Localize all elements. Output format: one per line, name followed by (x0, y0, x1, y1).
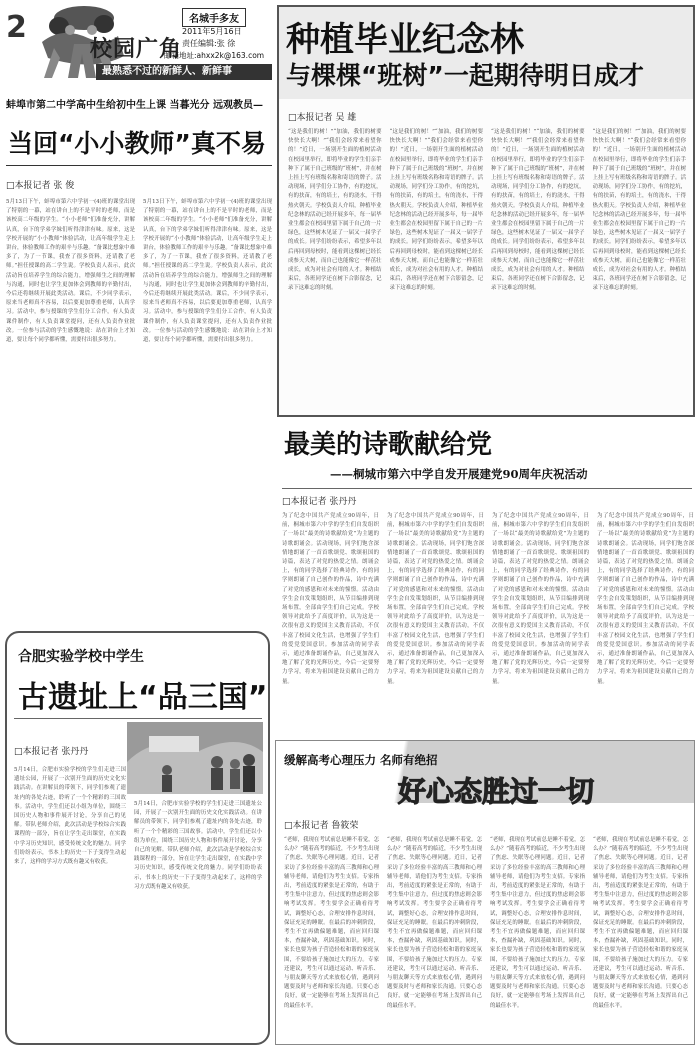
story-trees-headline-1: 种植毕业纪念林 (286, 20, 524, 60)
body-column: “老师，我现在考试前总是睡不着觉，怎么办？”随着高考的临近，不少考生出现了焦虑、失眠等心理问题。近日，记者采访了多位经验丰富的高三教师和心理辅导老师，请他们为考生支招。专家指出，考前适度的紧张是正常的，有助于考生集中注意力，但过度的焦虑则会影响考试发挥。考生要学会正确看待考试，调整好心态，合理安排作息时间，保证充足的睡眠。在最后的冲刺阶段，考生不宜再做偏题难题，而应回归课本，查漏补缺，巩固基础知识。同时，家长也要为孩子营造轻松和谐的家庭氛围，不要给孩子施加过大的压力。专家还建议，考生可以通过运动、听音乐、与朋友聊天等方式来放松心情，遇到问题要及时与老师和家长沟通。只要心态良好，就一定能够在考场上发挥出自己的最佳水平。 (490, 837, 585, 1009)
slogan-banner: 最熟悉不过的新鲜人、新鲜事 (96, 64, 272, 80)
issue-date: 2011年5月16日 (182, 27, 242, 36)
section-title: 校园广角 (90, 37, 183, 62)
headline-rule (6, 165, 272, 166)
poem-rule (282, 488, 692, 489)
story-relics-kicker: 合肥实验学校中学生 (18, 649, 144, 665)
body-column: 5月14日，合肥市实验学校的学生们走进三国遗址公园，开展了一次别开生面的历史文化实践活动。在讲解员的带领下，同学们参观了遗址内的各处古迹，聆听了一个个精彩的三国故事。活动中，学生们还以小组为单位，围绕三国历史人物和事件展开讨论，分享自己的见解。带队老师介绍，此次活动是学校综合实践课程的一部分，旨在让学生走出课堂，在实践中学习历史知识，感受传统文化的魅力。同学们纷纷表示，书本上的历史一下子变得生动起来了，这样的学习方式既有趣又有收获。 (14, 767, 126, 866)
story-exam-body (284, 836, 688, 1040)
story-teacher-kicker: 蚌埠市第二中学高中生给初中生上课 当暮光分 远观教员— (6, 100, 263, 111)
body-column: “这是我们的树！”“加油，我们的树要快快长大啊！”“我们会经常来看望你的！”近日，一场别开生面的植树活动在校园里举行，即将毕业的学生们亲手种下了属于自己班级的“班树”，并在树上挂上写有班级名称和寄语的牌子。活动现场，同学们分工协作，有的挖坑，有的扶苗，有的培土，有的浇水，干得热火朝天。学校负责人介绍，种植毕业纪念林的活动已经开展多年，每一届毕业生都会在校园里留下属于自己的一片绿色，这些树木见证了一届又一届学子的成长。同学们纷纷表示，希望多年以后再回到母校时，能看到这棵树已经长成参天大树，而自己也能像它一样茁壮成长，成为对社会有用的人才。种植结束后，各班同学还在树下合影留念，记录下这难忘的时刻。 (491, 129, 585, 292)
body-column: 5月14日，合肥市实验学校的学生们走进三国遗址公园，开展了一次别开生面的历史文化实践活动。在讲解员的带领下，同学们参观了遗址内的各处古迹，聆听了一个个精彩的三国故事。活动中，学生们还以小组为单位，围绕三国历史人物和事件展开讨论，分享自己的见解。带队老师介绍，此次活动是学校综合实践课程的一部分，旨在让学生走出课堂，在实践中学习历史知识，感受传统文化的魅力。同学们纷纷表示，书本上的历史一下子变得生动起来了，这样的学习方式既有趣又有收获。 (134, 801, 262, 890)
body-column: “这是我们的树！”“加油，我们的树要快快长大啊！”“我们会经常来看望你的！”近日，一场别开生面的植树活动在校园里举行，即将毕业的学生们亲手种下了属于自己班级的“班树”，并在树上挂上写有班级名称和寄语的牌子。活动现场，同学们分工协作，有的挖坑，有的扶苗，有的培土，有的浇水，干得热火朝天。学校负责人介绍，种植毕业纪念林的活动已经开展多年，每一届毕业生都会在校园里留下属于自己的一片绿色，这些树木见证了一届又一届学子的成长。同学们纷纷表示，希望多年以后再回到母校时，能看到这棵树已经长成参天大树，而自己也能像它一样茁壮成长，成为对社会有用的人才。种植结束后，各班同学还在树下合影留念，记录下这难忘的时刻。 (592, 129, 686, 292)
relics-photo (127, 722, 263, 794)
body-column: 5月13日下午，蚌埠市第六中学初一(4)班的课堂出现了特别的一幕，站在讲台上的不是平时的老师，而是该校高二年级的学生。“小小老师”们准备充分，讲解认真，台下的学弟学妹们听得津津有味。原来，这是学校开展的“小小教师”体验活动，让高年级学生走上讲台，体验教师工作的艰辛与乐趣。“备课比想象中难多了，为了一节课，我查了很多资料，还请教了老师。”担任授课的高二学生说。学校负责人表示，此次活动旨在培养学生的综合能力，增强师生之间的理解与沟通，同时也让学生更加体会到教师的辛勤付出，今后还将继续开展此类活动。课后，不少同学表示，原来当老师真不容易，以后要更加尊重老师，认真学习。活动中，参与授课的学生们分工合作，有人负责课件制作，有人负责课堂提问，还有人负责作业批改。一位参与活动的学生感慨地说：站在讲台上才知道，要让每个同学都听懂，需要付出很多努力。 (143, 199, 272, 344)
story-relics-body (14, 766, 126, 1034)
story-trees-headline-2: 与棵棵“班树”一起期待明日成才 (286, 61, 644, 90)
story-exam-headline: 好心态胜过一切 (398, 775, 595, 808)
story-teacher-byline: □本报记者 张 俊 (6, 181, 75, 191)
stamp-label: 名城手多友 (182, 8, 246, 27)
story-relics-headline: 古遗址上“品三国” (18, 680, 268, 715)
body-column: 为了纪念中国共产党成立90周年，日前，桐城市第六中学的学生们自发组织了一场以“最美的诗歌献给党”为主题的诗歌朗诵会。活动现场，同学们饱含深情地朗诵了一首首歌颂党、歌颂祖国的诗篇，表达了对党的热爱之情。朗诵会上，有的同学选择了经典诗作，有的同学则朗诵了自己创作的作品，诗中充满了对党的感恩和对未来的憧憬。活动由学生会自发策划组织，从节目编排到现场布置，全部由学生们自己完成。学校领导对此给予了高度评价，认为这是一次很有意义的爱国主义教育活动，不仅丰富了校园文化生活，也增强了学生们的爱党爱国意识。参加活动的同学表示，通过准备朗诵作品，自己更加深入地了解了党的光辉历史，今后一定要努力学习，将来为祖国建设贡献自己的力量。 (387, 513, 484, 685)
story-poem-byline: □本报记者 张丹丹 (282, 497, 357, 507)
editor-line: 责任编辑:张 徐 (182, 39, 236, 48)
body-column: “这是我们的树！”“加油，我们的树要快快长大啊！”“我们会经常来看望你的！”近日，一场别开生面的植树活动在校园里举行，即将毕业的学生们亲手种下了属于自己班级的“班树”，并在树上挂上写有班级名称和寄语的牌子。活动现场，同学们分工协作，有的挖坑，有的扶苗，有的培土，有的浇水，干得热火朝天。学校负责人介绍，种植毕业纪念林的活动已经开展多年，每一届毕业生都会在校园里留下属于自己的一片绿色，这些树木见证了一届又一届学子的成长。同学们纷纷表示，希望多年以后再回到母校时，能看到这棵树已经长成参天大树，而自己也能像它一样茁壮成长，成为对社会有用的人才。种植结束后，各班同学还在树下合影留念，记录下这难忘的时刻。 (389, 129, 483, 292)
story-relics-byline: □本报记者 张丹丹 (14, 747, 89, 757)
story-trees-byline: □本报记者 吴 雄 (288, 113, 357, 123)
story-poem-headline: 最美的诗歌献给党 (284, 430, 493, 460)
story-poem-subhead: ——桐城市第六中学自发开展建党90周年庆祝活动 (330, 467, 588, 481)
body-column: “老师，我现在考试前总是睡不着觉，怎么办？”随着高考的临近，不少考生出现了焦虑、失眠等心理问题。近日，记者采访了多位经验丰富的高三教师和心理辅导老师，请他们为考生支招。专家指出，考前适度的紧张是正常的，有助于考生集中注意力，但过度的焦虑则会影响考试发挥。考生要学会正确看待考试，调整好心态，合理安排作息时间，保证充足的睡眠。在最后的冲刺阶段，考生不宜再做偏题难题，而应回归课本，查漏补缺，巩固基础知识。同时，家长也要为孩子营造轻松和谐的家庭氛围，不要给孩子施加过大的压力。专家还建议，考生可以通过运动、听音乐、与朋友聊天等方式来放松心情，遇到问题要及时与老师和家长沟通。只要心态良好，就一定能够在考场上发挥出自己的最佳水平。 (593, 837, 688, 1009)
story-poem-body (282, 512, 694, 734)
body-column: “老师，我现在考试前总是睡不着觉，怎么办？”随着高考的临近，不少考生出现了焦虑、失眠等心理问题。近日，记者采访了多位经验丰富的高三教师和心理辅导老师，请他们为考生支招。专家指出，考前适度的紧张是正常的，有助于考生集中注意力，但过度的焦虑则会影响考试发挥。考生要学会正确看待考试，调整好心态，合理安排作息时间，保证充足的睡眠。在最后的冲刺阶段，考生不宜再做偏题难题，而应回归课本，查漏补缺，巩固基础知识。同时，家长也要为孩子营造轻松和谐的家庭氛围，不要给孩子施加过大的压力。专家还建议，考生可以通过运动、听音乐、与朋友聊天等方式来放松心情，遇到问题要及时与老师和家长沟通。只要心态良好，就一定能够在考场上发挥出自己的最佳水平。 (284, 837, 379, 1009)
story-trees-body (288, 128, 686, 410)
story-teacher-headline: 当回“小小教师”真不易 (8, 129, 266, 158)
body-column: “这是我们的树！”“加油，我们的树要快快长大啊！”“我们会经常来看望你的！”近日，一场别开生面的植树活动在校园里举行，即将毕业的学生们亲手种下了属于自己班级的“班树”，并在树上挂上写有班级名称和寄语的牌子。活动现场，同学们分工协作，有的挖坑，有的扶苗，有的培土，有的浇水，干得热火朝天。学校负责人介绍，种植毕业纪念林的活动已经开展多年，每一届毕业生都会在校园里留下属于自己的一片绿色，这些树木见证了一届又一届学子的成长。同学们纷纷表示，希望多年以后再回到母校时，能看到这棵树已经长成参天大树，而自己也能像它一样茁壮成长，成为对社会有用的人才。种植结束后，各班同学还在树下合影留念，记录下这难忘的时刻。 (288, 129, 382, 292)
story-teacher-body (6, 198, 272, 616)
email-line: 邮箱地址:ahxx2k@163.com (164, 51, 265, 60)
body-column: 5月13日下午，蚌埠市第六中学初一(4)班的课堂出现了特别的一幕，站在讲台上的不是平时的老师，而是该校高二年级的学生。“小小老师”们准备充分，讲解认真，台下的学弟学妹们听得津津有味。原来，这是学校开展的“小小教师”体验活动，让高年级学生走上讲台，体验教师工作的艰辛与乐趣。“备课比想象中难多了，为了一节课，我查了很多资料，还请教了老师。”担任授课的高二学生说。学校负责人表示，此次活动旨在培养学生的综合能力，增强师生之间的理解与沟通，同时也让学生更加体会到教师的辛勤付出，今后还将继续开展此类活动。课后，不少同学表示，原来当老师真不容易，以后要更加尊重老师，认真学习。活动中，参与授课的学生们分工合作，有人负责课件制作，有人负责课堂提问，还有人负责作业批改。一位参与活动的学生感慨地说：站在讲台上才知道，要让每个同学都听懂，需要付出很多努力。 (6, 199, 135, 344)
masthead (4, 4, 272, 88)
story-exam-kicker: 缓解高考心理压力 名师有绝招 (284, 753, 438, 767)
relics-photo-image (127, 722, 263, 794)
story-exam-byline: □本报记者 鲁筱荣 (284, 821, 359, 831)
story-relics-body-right (134, 800, 262, 1034)
body-column: “老师，我现在考试前总是睡不着觉，怎么办？”随着高考的临近，不少考生出现了焦虑、失眠等心理问题。近日，记者采访了多位经验丰富的高三教师和心理辅导老师，请他们为考生支招。专家指出，考前适度的紧张是正常的，有助于考生集中注意力，但过度的焦虑则会影响考试发挥。考生要学会正确看待考试，调整好心态，合理安排作息时间，保证充足的睡眠。在最后的冲刺阶段，考生不宜再做偏题难题，而应回归课本，查漏补缺，巩固基础知识。同时，家长也要为孩子营造轻松和谐的家庭氛围，不要给孩子施加过大的压力。专家还建议，考生可以通过运动、听音乐、与朋友聊天等方式来放松心情，遇到问题要及时与老师和家长沟通。只要心态良好，就一定能够在考场上发挥出自己的最佳水平。 (387, 837, 482, 1009)
section-number: 2 (6, 10, 27, 45)
relics-rule (14, 718, 262, 719)
body-column: 为了纪念中国共产党成立90周年，日前，桐城市第六中学的学生们自发组织了一场以“最美的诗歌献给党”为主题的诗歌朗诵会。活动现场，同学们饱含深情地朗诵了一首首歌颂党、歌颂祖国的诗篇，表达了对党的热爱之情。朗诵会上，有的同学选择了经典诗作，有的同学则朗诵了自己创作的作品，诗中充满了对党的感恩和对未来的憧憬。活动由学生会自发策划组织，从节目编排到现场布置，全部由学生们自己完成。学校领导对此给予了高度评价，认为这是一次很有意义的爱国主义教育活动，不仅丰富了校园文化生活，也增强了学生们的爱党爱国意识。参加活动的同学表示，通过准备朗诵作品，自己更加深入地了解了党的光辉历史，今后一定要努力学习，将来为祖国建设贡献自己的力量。 (282, 513, 379, 685)
body-column: 为了纪念中国共产党成立90周年，日前，桐城市第六中学的学生们自发组织了一场以“最美的诗歌献给党”为主题的诗歌朗诵会。活动现场，同学们饱含深情地朗诵了一首首歌颂党、歌颂祖国的诗篇，表达了对党的热爱之情。朗诵会上，有的同学选择了经典诗作，有的同学则朗诵了自己创作的作品，诗中充满了对党的感恩和对未来的憧憬。活动由学生会自发策划组织，从节目编排到现场布置，全部由学生们自己完成。学校领导对此给予了高度评价，认为这是一次很有意义的爱国主义教育活动，不仅丰富了校园文化生活，也增强了学生们的爱党爱国意识。参加活动的同学表示，通过准备朗诵作品，自己更加深入地了解了党的光辉历史，今后一定要努力学习，将来为祖国建设贡献自己的力量。 (492, 513, 589, 685)
body-column: 为了纪念中国共产党成立90周年，日前，桐城市第六中学的学生们自发组织了一场以“最美的诗歌献给党”为主题的诗歌朗诵会。活动现场，同学们饱含深情地朗诵了一首首歌颂党、歌颂祖国的诗篇，表达了对党的热爱之情。朗诵会上，有的同学选择了经典诗作，有的同学则朗诵了自己创作的作品，诗中充满了对党的感恩和对未来的憧憬。活动由学生会自发策划组织，从节目编排到现场布置，全部由学生们自己完成。学校领导对此给予了高度评价，认为这是一次很有意义的爱国主义教育活动，不仅丰富了校园文化生活，也增强了学生们的爱党爱国意识。参加活动的同学表示，通过准备朗诵作品，自己更加深入地了解了党的光辉历史，今后一定要努力学习，将来为祖国建设贡献自己的力量。 (597, 513, 694, 685)
